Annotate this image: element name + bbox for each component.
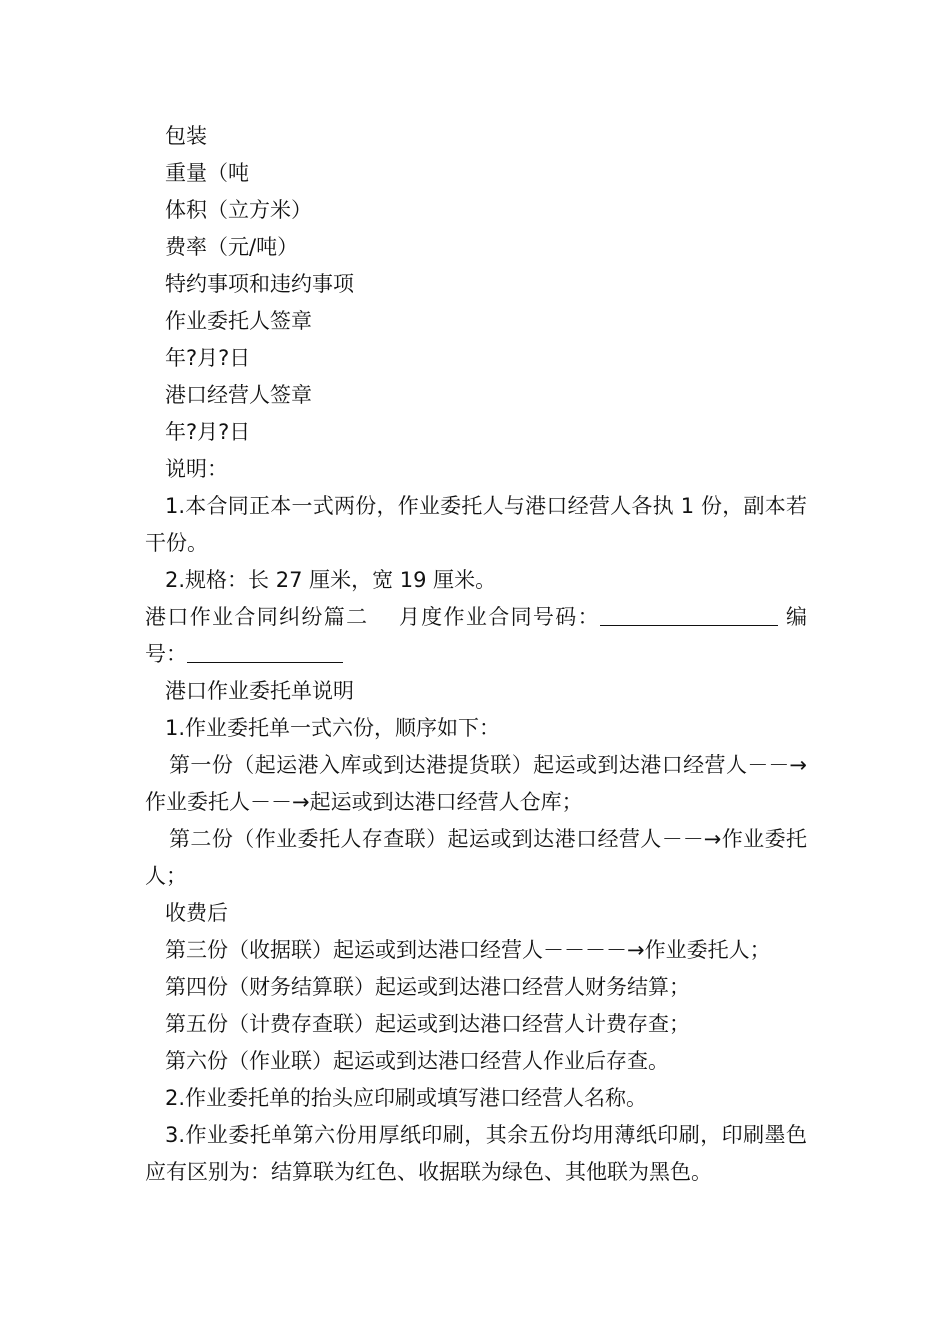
packaging-line: 包装 (165, 124, 207, 148)
client-signature-line: 作业委托人签章 (165, 309, 312, 333)
copy-4-line: 第四份（财务结算联）起运或到达港口经营人财务结算； (165, 975, 690, 999)
order-note-1-line: 1.作业委托单一式六份，顺序如下： (165, 716, 501, 740)
document-page (145, 118, 807, 1191)
weight-line: 重量（吨 (165, 161, 249, 185)
copy-5-line: 第五份（计费存查联）起运或到达港口经营人计费存查； (165, 1012, 690, 1036)
copy-6-line: 第六份（作业联）起运或到达港口经营人作业后存查。 (165, 1049, 669, 1073)
special-terms-line: 特约事项和违约事项 (165, 272, 354, 296)
copy-2-paragraph: 第二份（作业委托人存查联）起运或到达港口经营人－－→作业委托人； (145, 827, 807, 888)
client-date-line: 年?月?日 (165, 346, 251, 370)
copy-3-line: 第三份（收据联）起运或到达港口经营人－－－－→作业委托人； (165, 938, 771, 962)
note-1-paragraph: 1.本合同正本一式两份，作业委托人与港口经营人各执 1 份，副本若干份。 (145, 494, 807, 555)
operator-signature-line: 港口经营人签章 (165, 383, 312, 407)
note-2-line: 2.规格：长 27 厘米，宽 19 厘米。 (165, 568, 497, 592)
copy-1-paragraph: 第一份（起运港入库或到达港提货联）起运或到达港口经营人－－→作业委托人－－→起运或到达港口经营人仓库； (145, 753, 807, 814)
operator-date-line: 年?月?日 (165, 420, 251, 444)
order-note-3-paragraph: 3.作业委托单第六份用厚纸印刷，其余五份均用薄纸印刷，印刷墨色应有区别为：结算联为红色、收据联为绿色、其他联为黑色。 (145, 1123, 807, 1184)
notes-heading: 说明： (165, 457, 228, 481)
contract-number-label: 港口作业合同纠纷篇二 月度作业合同号码： (145, 605, 600, 629)
rate-line: 费率（元/吨） (165, 235, 299, 259)
contract-number-blank (600, 603, 778, 626)
serial-number-label: 编号： (145, 605, 807, 666)
volume-line: 体积（立方米） (165, 198, 312, 222)
contract-number-paragraph (145, 599, 807, 673)
serial-number-blank (187, 640, 343, 663)
order-notes-heading: 港口作业委托单说明 (165, 679, 354, 703)
after-charge-line: 收费后 (165, 901, 228, 925)
order-note-2-line: 2.作业委托单的抬头应印刷或填写港口经营人名称。 (165, 1086, 648, 1110)
